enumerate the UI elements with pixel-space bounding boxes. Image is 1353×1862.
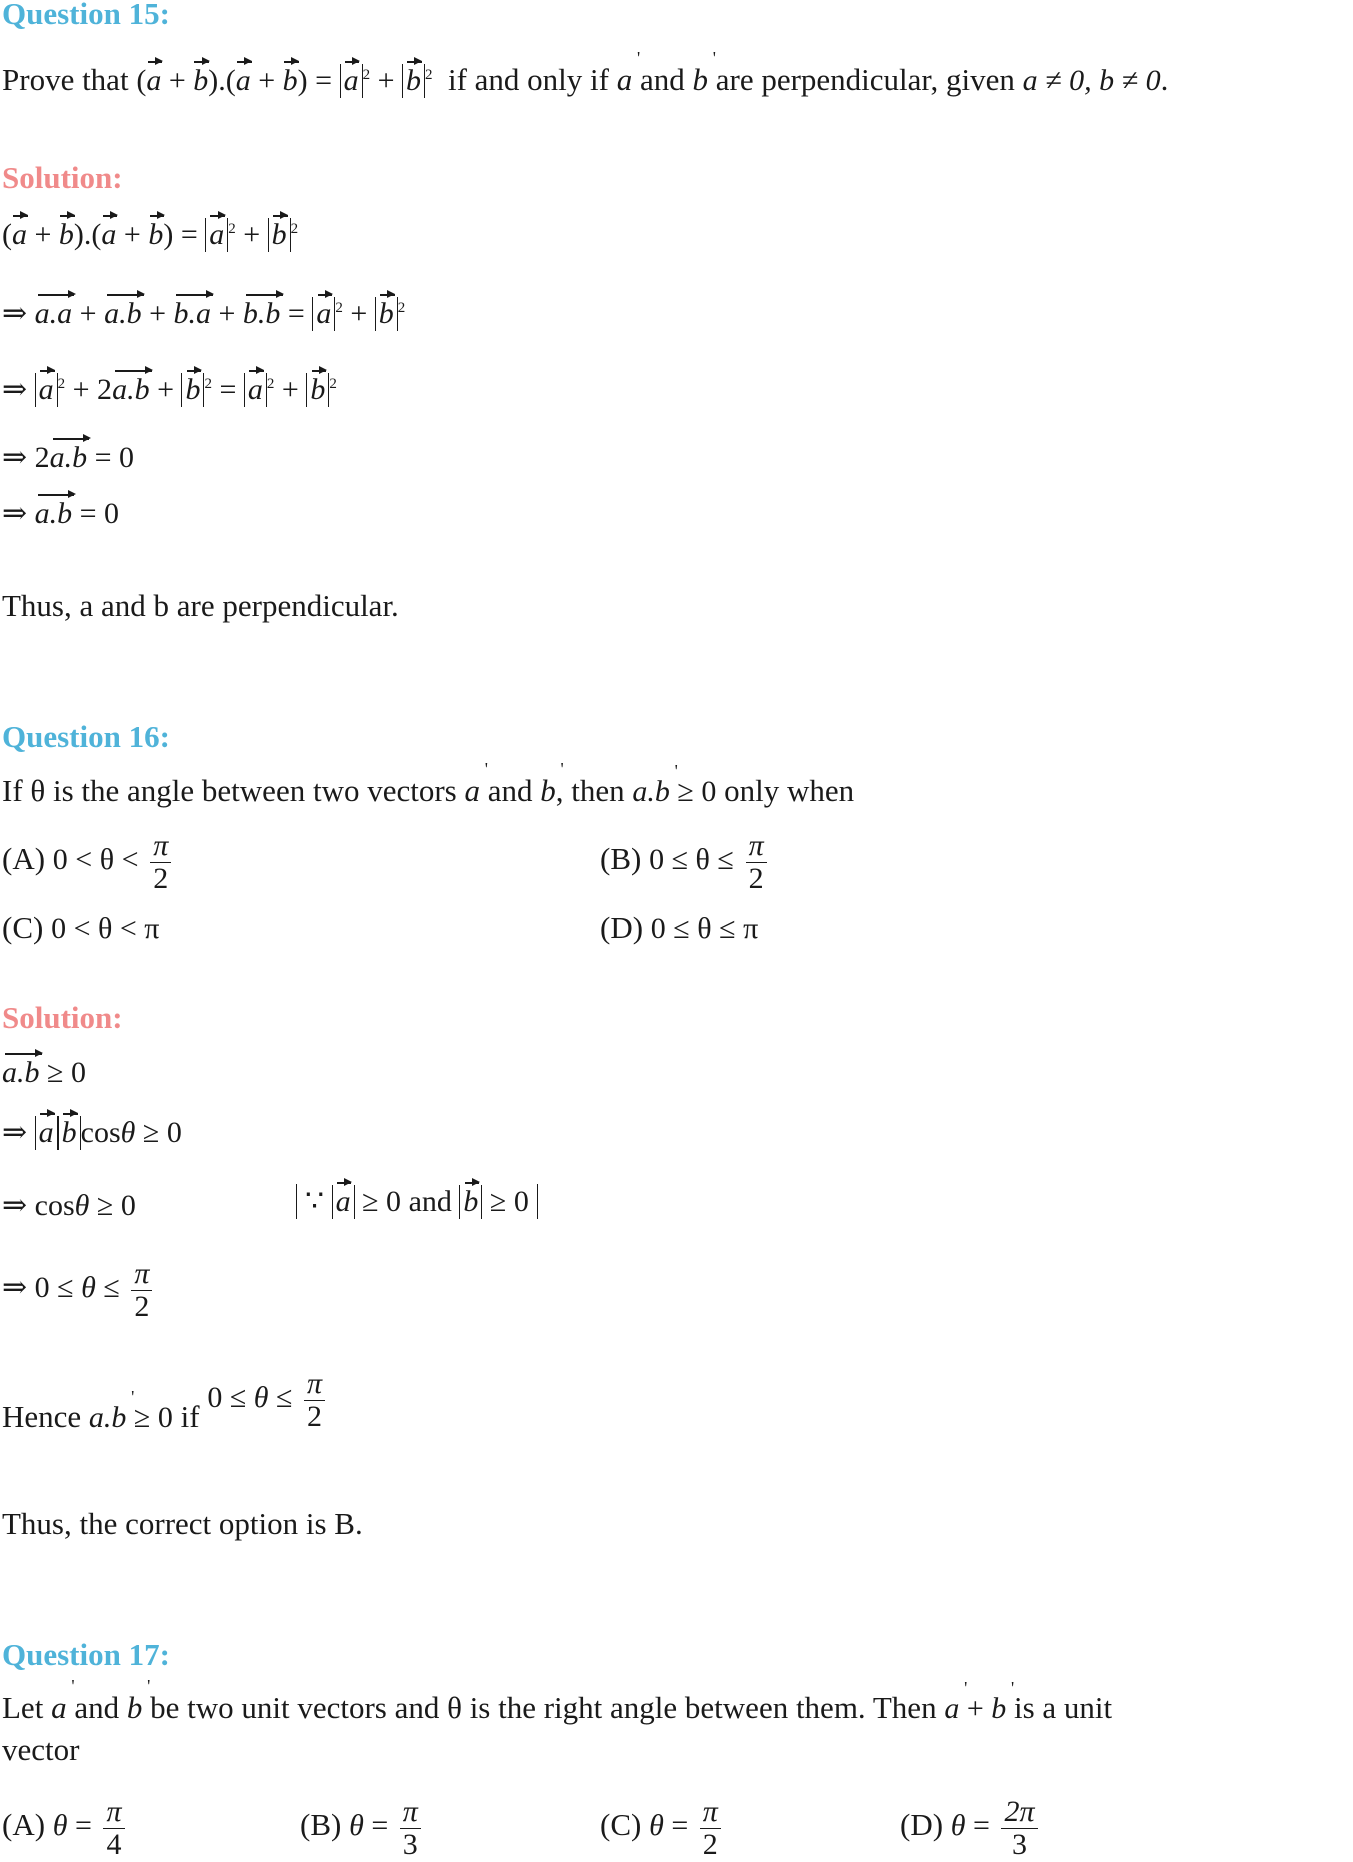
- q16-hence: Hence a.b ' ≥ 0 if 0 ≤ θ ≤ $\frac{\pi}{2}$: [2, 1388, 325, 1452]
- q16-answer: Thus, the correct option is B.: [2, 1506, 363, 1541]
- q17-statement-line-2: vector: [2, 1732, 80, 1767]
- q16-because: ∵ a ≥ 0 and b ≥ 0: [296, 1184, 538, 1219]
- q17-option-a: (A) θ = $\frac{\pi}{4}$: [2, 1796, 125, 1860]
- q16-step-1: a.b ≥ 0: [2, 1056, 86, 1089]
- q15-step-1: (a + b).(a + b) = a $^2$ + b $^2$: [2, 218, 299, 251]
- q15-step-2: ⇒ a.a + a.b + b.a + b.b = a $^2$ + b $^2$: [2, 297, 406, 330]
- q16-step-3: ⇒ cosθ ≥ 0: [2, 1189, 136, 1222]
- q16-solution-heading: Solution:: [2, 1000, 123, 1035]
- q16-option-d: (D) 0 ≤ θ ≤ π: [600, 910, 759, 945]
- q15-conclusion: Thus, a and b are perpendicular.: [2, 588, 399, 623]
- question-17-heading: Question 17:: [2, 1637, 170, 1672]
- q15-statement: Prove that (a + b).(a + b) = a $^2$ + b $^2$ if and only if a ' and b ' are perpendicular, given a ≠ 0, b ≠ 0.: [2, 62, 1168, 98]
- q16-step-4: ⇒ 0 ≤ θ ≤ $\frac{\pi}{2}$: [2, 1258, 152, 1322]
- q16-statement: If θ is the angle between two vectors a ' and b ', then a.b ' ≥ 0 only when: [2, 773, 854, 809]
- q16-step-2: ⇒ a b cosθ ≥ 0: [2, 1116, 182, 1149]
- q15-solution-heading: Solution:: [2, 160, 123, 195]
- q16-option-b: (B) 0 ≤ θ ≤ $\frac{\pi}{2}$: [600, 830, 767, 894]
- q15-equation: (a + b).(a + b) = a $^2$ + b $^2$: [136, 64, 433, 97]
- q17-option-d: (D) θ = $\frac{2\pi}{3}$: [900, 1796, 1038, 1860]
- q15-step-4: ⇒ 2a.b = 0: [2, 441, 135, 474]
- q16-option-a: (A) 0 < θ < $\frac{\pi}{2}$: [2, 830, 171, 894]
- q15-given: a ≠ 0, b ≠ 0: [1022, 64, 1161, 97]
- q17-statement: Let a ' and b ' be two unit vectors and θ is the right angle between them. Then a ' + b ' is a unit: [2, 1690, 1112, 1726]
- q17-option-b: (B) θ = $\frac{\pi}{3}$: [300, 1796, 421, 1860]
- question-15-heading: Question 15:: [2, 0, 170, 31]
- q15-step-3: ⇒ a $^2$ + 2a.b + b $^2$ = a $^2$ + b $^2$: [2, 373, 337, 406]
- question-16-heading: Question 16:: [2, 719, 170, 754]
- q17-option-c: (C) θ = $\frac{\pi}{2}$: [600, 1796, 721, 1860]
- q16-option-c: (C) 0 < θ < π: [2, 910, 160, 945]
- q15-step-5: ⇒ a.b = 0: [2, 497, 120, 530]
